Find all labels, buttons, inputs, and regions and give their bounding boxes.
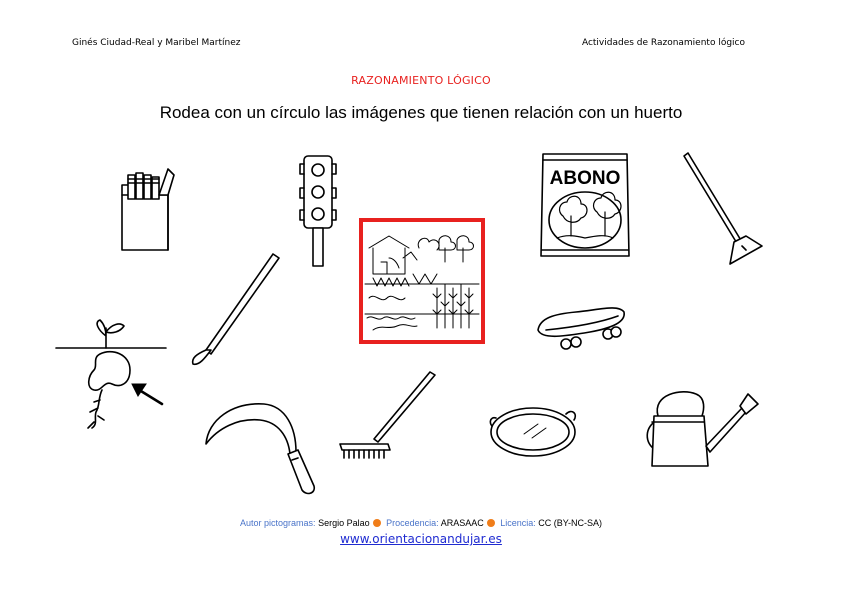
header-subject: Actividades de Razonamiento lógico [581, 38, 745, 48]
hoe-icon[interactable] [682, 150, 768, 270]
sprouting-seed-icon[interactable] [54, 318, 172, 436]
separator-dot-icon [487, 519, 495, 527]
instruction-text: Rodea con un círculo las imágenes que tienen relación con un huerto [159, 103, 683, 122]
section-title: RAZONAMIENTO LÓGICO [351, 74, 491, 87]
skateboard-icon[interactable] [536, 300, 626, 358]
frying-pan-icon[interactable] [488, 400, 580, 464]
license-label: Licencia: [500, 518, 536, 528]
license-value: CC (BY-NC-SA) [538, 518, 602, 528]
golf-club-icon[interactable] [189, 250, 283, 370]
website-link[interactable]: www.orientacionandujar.es [340, 532, 502, 546]
source-label: Procedencia: [386, 518, 439, 528]
abono-label: ABONO [549, 168, 621, 189]
header-authors: Ginés Ciudad-Real y Maribel Martínez [72, 38, 241, 48]
traffic-light-icon[interactable] [298, 152, 338, 270]
author-value: Sergio Palao [318, 518, 370, 528]
author-label: Autor pictogramas: [240, 518, 316, 528]
separator-dot-icon [373, 519, 381, 527]
sickle-icon[interactable] [204, 398, 322, 498]
rake-icon[interactable] [338, 370, 438, 462]
source-value: ARASAAC [440, 518, 484, 528]
fertilizer-bag-icon[interactable] [537, 150, 633, 260]
cigarette-pack-icon[interactable] [112, 165, 178, 253]
watering-can-icon[interactable] [642, 386, 760, 472]
credits-line [0, 518, 842, 528]
garden-scene-icon[interactable] [359, 218, 485, 344]
